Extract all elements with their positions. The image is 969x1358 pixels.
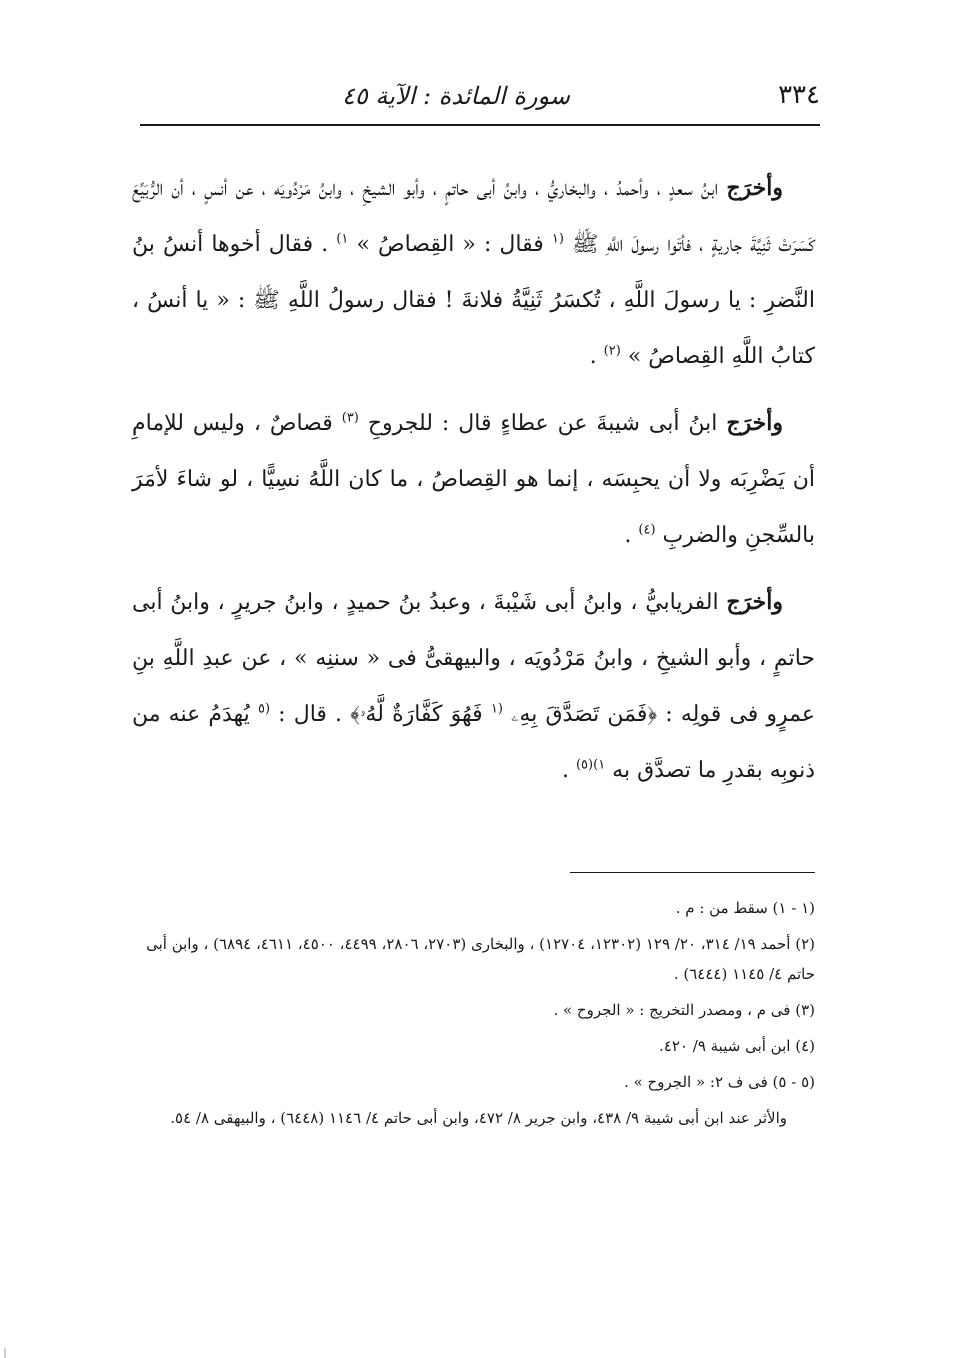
footnote-marker: (٤) (638, 522, 656, 538)
scan-edge-mark (4, 1348, 6, 1358)
footnote-3: (٣) فى م ، ومصدر التخريج : « الجروح » . (553, 1001, 815, 1019)
footnote-2: (٢) أحمد ١٩/ ٣١٤، ٢٠/ ١٢٩ (١٢٣٠٢، ١٢٧٠٤) ، والبخارى (٢٧٠٣، ٢٨٠٦، ٤٤٩٩، ٤٥٠٠، ٤٦١١، ٦٨٩٤) ، وابن أبى حاتم ٤/ ١١٤٥ (٦٤٤٤) . (146, 935, 815, 983)
paragraph-text: . (624, 523, 632, 548)
footnote-4: (٤) ابن أبى شيبة ٩/ ٤٢٠. (659, 1037, 815, 1055)
paragraph-text: الفريابيُّ ، وابنُ أبى شَيْبةَ ، وعبدُ بنُ حميدٍ ، وابنُ جريرٍ ، وابنُ أبى حاتمٍ ، وأبو الشيخِ ، وابنُ مَرْدُويَه ، والبيهقىُّ فى « سننِه » ، عن عبدِ اللَّهِ بنِ عمرٍو فى قولِه : ﴿فَمَن تَصَدَّقَ بِهِۦ (132, 590, 816, 727)
paragraph-text: فقال : « القِصاصُ » (356, 232, 544, 257)
paragraph-lead: وأخرَج (726, 175, 784, 201)
paragraph-text: . فقال أخوها أنسُ بنُ النَّضرِ : يا رسولَ اللَّهِ ، تُكسَرُ ثَنِيَّةُ فلانةَ ! فقال رسولُ اللَّهِ ﷺ : « يا أنسُ ، كتابُ اللَّهِ القِصاصُ » (132, 232, 815, 369)
paragraph-text: ابنُ سعدٍ ، وأحمدُ ، والبخاريُّ ، وابنُ أبى حاتمٍ ، وأبو الشيخِ ، وابنُ مَرْدُويَه ، عن أنسٍ ، أن الرُّبَيِّعَ كَسَرَتْ ثَنِيَّةَ جاريةٍ ، فأتَوا رسولَ اللَّهِ ﷺ (132, 176, 816, 257)
footnote-marker: (١ (551, 231, 564, 247)
page-number: ٣٣٤ (778, 80, 820, 110)
footnote-marker: (١ (490, 701, 503, 717)
footnote-5: (٥ - ٥) فى ف ٢: « الجروح » . (624, 1073, 815, 1091)
main-text (132, 160, 815, 809)
footnote-5-continuation: والأثر عند ابن أبى شيبة ٩/ ٤٣٨، وابن جرير ٨/ ٤٧٢، وابن أبى حاتم ٤/ ١١٤٦ (٦٤٤٨) ، والبيهقى ٨/ ٥٤. (170, 1109, 787, 1127)
paragraph-1 (132, 160, 815, 385)
paragraph-lead: وأخرَج (726, 589, 783, 615)
footnote-1: (١ - ١) سقط من : م . (675, 899, 815, 917)
paragraph-3 (132, 574, 815, 799)
footnote-marker: (٥ (257, 701, 271, 717)
footnote-marker: ١) (336, 231, 349, 247)
footnote-marker: (٢) (603, 343, 621, 359)
paragraph-lead: وأخرَج (726, 410, 783, 436)
paragraph-text: . قال : (278, 702, 343, 727)
paragraph-text: . (589, 344, 597, 369)
page-header (140, 80, 820, 120)
paragraph-2 (132, 395, 815, 564)
paragraph-text: ابنُ أبى شيبةَ عن عطاءٍ قال : للجروحِ (367, 411, 718, 436)
paragraph-text: . (561, 758, 569, 783)
paragraph-text: يُهدَمُ عنه من ذنوبِه بقدرِ ما تصدَّق به (132, 702, 815, 783)
footnote-rule (570, 872, 815, 873)
footnote-marker: (٣) (341, 410, 359, 426)
footnotes (124, 893, 815, 1139)
footnote-marker: ١)(٥) (575, 757, 606, 773)
paragraph-text: قصاصٌ ، وليس للإمامِ أن يَضْرِبَه ولا أن يحبِسَه ، إنما هو القِصاصُ ، ما كان اللَّهُ نسِيًّا ، لو شاءَ لأمَرَ بالسِّجنِ والضربِ (132, 411, 815, 548)
running-title: سورة المائدة : الآية ٤٥ (342, 82, 570, 110)
header-rule (140, 124, 820, 126)
paragraph-text: فَهُوَ كَفَّارَةٌ لَّهُۥ﴾ (350, 702, 483, 727)
